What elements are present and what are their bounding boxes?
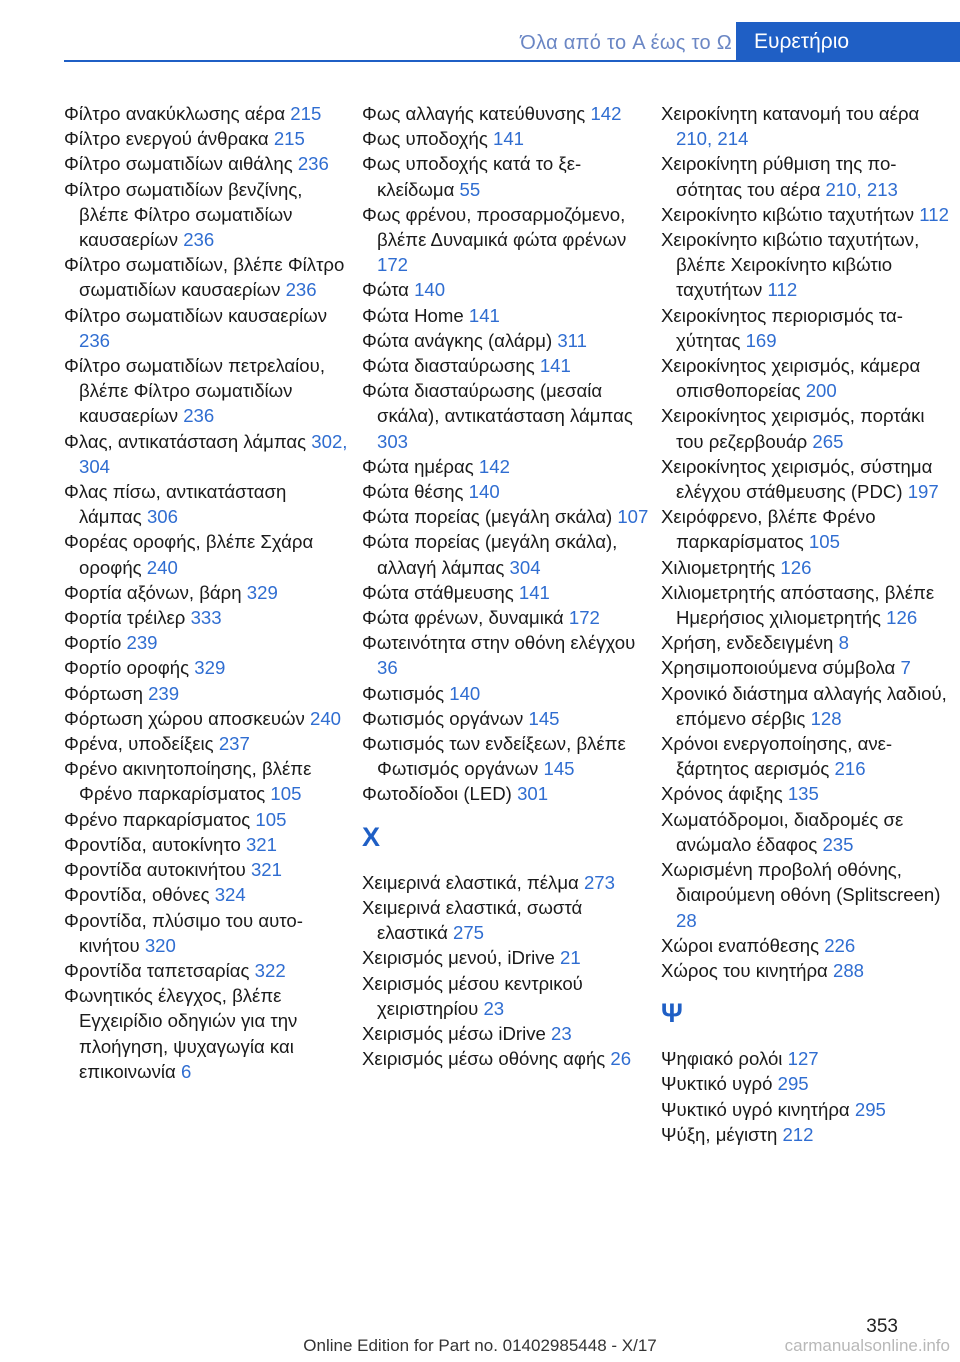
index-entry	[64, 655, 354, 680]
index-entry-page-link[interactable]: 235	[822, 833, 854, 855]
index-entry	[362, 1046, 652, 1071]
index-entry-page-link[interactable]: 145	[543, 758, 575, 780]
index-entry-page-link[interactable]: 236	[183, 229, 215, 251]
index-entry-text: Ψυκτικό υγρό κινητήρα	[661, 1098, 850, 1120]
page-header	[0, 0, 960, 62]
page-number: 353	[866, 1316, 898, 1337]
index-entry-page-link[interactable]: 140	[414, 279, 446, 301]
index-entry-text: Φροντίδα, πλύσιμο του αυτοκινήτου	[64, 909, 303, 956]
index-entry-page-link[interactable]: 126	[886, 607, 918, 629]
index-entry-page-link[interactable]: 142	[590, 103, 622, 124]
index-entry	[362, 454, 652, 479]
index-entry-text: Χειμερινά ελαστικά, σωστά ελαστικά	[362, 896, 583, 944]
index-entry-text: Φροντίδα, οθόνες	[64, 884, 210, 906]
index-entry-text: Χειροκίνητη ρύθμιση της ποσότητας του αέρα	[661, 153, 897, 200]
index-entry	[661, 555, 951, 580]
index-entry-page-link[interactable]: 239	[148, 682, 180, 704]
index-entry-text: Φώτα φρένων, δυναμικά	[362, 607, 564, 629]
index-entry-text: Ψυκτικό υγρό	[661, 1073, 773, 1095]
index-entry-page-link[interactable]: 141	[492, 128, 525, 150]
index-entry	[362, 630, 652, 680]
index-entry-text: Χειροκίνητος χειρισμός, σύστημα ελέγχου στάθμευσης (PDC)	[661, 455, 933, 503]
index-entry-text: Χωματόδρομοι, διαδρομές σε ανώμαλο έδαφος	[661, 808, 904, 855]
index-entry-page-link[interactable]: 23	[483, 997, 505, 1019]
index-entry-page-link[interactable]: 200	[805, 380, 837, 402]
index-entry	[64, 756, 354, 806]
index-entry-page-link[interactable]: 322	[254, 959, 286, 981]
index-entry-text: Χειμερινά ελαστικά, πέλμα	[362, 871, 579, 893]
index-entry-page-link[interactable]: 275	[453, 922, 485, 944]
index-entry	[661, 303, 951, 353]
index-entry-text: Χωρισμένη προβολή οθόνης, διαιρούμενη οθόνη (Splitscreen)	[661, 859, 941, 906]
index-entry-text: Φλας πίσω, αντικατάσταση λάμπας	[64, 481, 287, 528]
header-index-tab[interactable]: Ευρετήριο	[736, 22, 960, 62]
index-entry-text: Φίλτρο ανακύκλωσης αέρα	[64, 103, 286, 124]
index-entry	[661, 807, 951, 857]
index-entry	[362, 101, 652, 126]
index-entry-text: Φώτα διασταύρωσης	[362, 355, 535, 377]
index-entry	[362, 529, 652, 579]
index-entry	[64, 580, 354, 605]
index-entry-page-link[interactable]: 128	[810, 707, 842, 729]
index-entry-page-link[interactable]: 135	[787, 783, 819, 805]
index-entry	[362, 126, 652, 151]
index-entry-page-link[interactable]: 141	[518, 581, 550, 603]
index-entry-text: Φίλτρο σωματιδίων καυσαερίων	[64, 304, 328, 326]
index-entry	[661, 681, 951, 731]
index-entry-page-link[interactable]: 140	[468, 481, 500, 503]
index-entry-page-link[interactable]: 329	[194, 657, 226, 679]
index-column-2	[362, 101, 652, 1071]
index-entry-text: Φώτα ανάγκης (αλάρμ)	[362, 329, 553, 351]
index-entry	[64, 177, 354, 253]
header-section-title: Όλα από το A έως το Ω	[520, 32, 732, 54]
index-entry-page-link[interactable]: 141	[539, 355, 571, 377]
index-entry	[64, 983, 354, 1084]
index-entry-text: Χειρισμός μέσου κεντρικού χειριστηρίου	[362, 972, 583, 1019]
index-entry	[661, 1071, 951, 1096]
index-entry-page-link[interactable]: 240	[309, 707, 342, 729]
index-entry-page-link[interactable]: 142	[478, 455, 510, 477]
index-entry	[64, 126, 354, 151]
index-entry	[64, 353, 354, 429]
index-entry-page-link[interactable]: 304	[509, 556, 541, 578]
index-entry-page-link[interactable]: 126	[780, 556, 812, 578]
index-entry-text: Φροντίδα ταπετσαρίας	[64, 959, 250, 981]
index-entry-page-link[interactable]: 320	[144, 934, 176, 956]
index-entry	[362, 277, 652, 302]
index-entry	[661, 1097, 951, 1122]
index-entry-text: Φως υποδοχής	[362, 128, 488, 150]
index-entry-page-link[interactable]: 6	[180, 1060, 192, 1082]
index-entry-text: Φωτισμός	[362, 682, 445, 704]
index-entry	[64, 429, 354, 479]
index-entry	[661, 101, 951, 151]
index-entry-page-link[interactable]: 295	[854, 1098, 886, 1120]
index-entry-text: Χρησιμοποιούμενα σύμβολα	[661, 657, 896, 679]
index-entry-page-link[interactable]: 112	[767, 279, 798, 301]
index-entry	[64, 882, 354, 907]
index-entry	[661, 731, 951, 781]
index-entry	[362, 706, 652, 731]
index-entry-text: Χειροκίνητο κιβώτιο ταχυτήτων, βλέπε Χειροκίνητο κιβώτιο ταχυτήτων	[661, 229, 920, 301]
index-entry-page-link[interactable]: 236	[79, 329, 111, 351]
index-entry	[64, 479, 354, 529]
watermark: carmanualsonline.info	[784, 1336, 950, 1355]
index-entry-text: Χώρος του κινητήρα	[661, 959, 828, 981]
index-entry	[362, 504, 652, 529]
index-entry	[362, 1021, 652, 1046]
index-entry-text: Φώτα πορείας (μεγάλη σκάλα), αλλαγή λάμπας	[362, 531, 618, 578]
index-entry-page-link[interactable]: 239	[126, 632, 158, 654]
index-entry-page-link[interactable]: 127	[787, 1048, 819, 1070]
index-entry-text: Χρόνος άφιξης	[661, 783, 783, 805]
index-entry-page-link[interactable]: 212	[782, 1123, 814, 1145]
index-entry-page-link[interactable]: 295	[777, 1073, 809, 1095]
index-entry-text: Χρήση, ενδεδειγμένη	[661, 632, 834, 654]
index-entry-page-link[interactable]: 26	[610, 1048, 632, 1070]
index-entry-text: Φορτία αξόνων, βάρη	[64, 581, 242, 603]
index-entry	[661, 151, 951, 201]
index-entry	[661, 202, 951, 227]
index-entry-text: Φωτεινότητα στην οθόνη ελέγχου	[362, 632, 636, 654]
index-entry-page-link[interactable]: 7	[900, 657, 911, 679]
index-entry	[64, 605, 354, 630]
index-entry	[661, 655, 951, 680]
index-entry	[362, 580, 652, 605]
index-entry-page-link[interactable]: 55	[459, 178, 481, 200]
index-entry-text: Φρένο παρκαρίσματος	[64, 808, 251, 830]
index-entry-text: Φρένα, υποδείξεις	[64, 733, 214, 755]
index-entry	[661, 580, 951, 630]
index-entry	[64, 101, 354, 126]
index-entry-text: Χώροι εναπόθεσης	[661, 934, 820, 956]
index-entry	[64, 303, 354, 353]
index-entry-page-link[interactable]: 303	[377, 430, 409, 452]
index-entry-page-link[interactable]: 301	[517, 783, 549, 805]
index-column-1	[64, 101, 354, 1084]
index-entry-page-link[interactable]: 236	[285, 279, 317, 301]
index-entry-page-link[interactable]: 21	[560, 947, 581, 969]
index-entry	[661, 1046, 951, 1071]
index-entry	[362, 202, 652, 278]
section-letter-heading: X	[362, 821, 381, 852]
index-entry-page-link[interactable]: 226	[824, 934, 856, 956]
index-entry-text: Ψύξη, μέγιστη	[661, 1123, 778, 1145]
index-entry-text: Φώτα στάθμευσης	[362, 581, 514, 603]
index-column-3	[661, 101, 951, 1147]
index-entry-page-link[interactable]: 321	[245, 833, 277, 855]
index-entry-text: Φλας, αντικατάσταση λάμπας	[64, 430, 307, 452]
index-entry-page-link[interactable]: 240	[146, 556, 178, 578]
index-entry-text: Χειροκίνητος περιορισμός ταχύτητας	[661, 304, 903, 351]
index-entry	[661, 454, 951, 504]
index-entry-page-link[interactable]: 273	[583, 871, 615, 893]
footer-edition: Online Edition for Part no. 01402985448 - X/17	[303, 1336, 657, 1355]
index-entry	[362, 479, 652, 504]
header-rule	[64, 60, 736, 62]
index-entry	[64, 630, 354, 655]
index-entry-page-link[interactable]: 105	[255, 808, 287, 830]
section-letter-heading: Ψ	[661, 998, 683, 1029]
index-entry-text: Φροντίδα, αυτοκίνητο	[64, 833, 241, 855]
index-entry-text: Χειροκίνητο κιβώτιο ταχυτήτων	[661, 203, 915, 225]
index-entry-page-link[interactable]: 145	[528, 707, 560, 729]
index-entry-text: Φώτα ημέρας	[362, 455, 474, 477]
index-entry	[661, 1122, 951, 1147]
index-entry	[64, 958, 354, 983]
index-entry-page-link[interactable]: 265	[812, 430, 844, 452]
index-entry	[64, 529, 354, 579]
index-entry-text: Φόρτωση χώρου αποσκευών	[64, 707, 305, 729]
index-entry-page-link[interactable]: 324	[214, 884, 246, 906]
index-entry	[362, 895, 652, 945]
index-entry-page-link[interactable]: 210, 214	[676, 128, 749, 150]
index-entry-page-link[interactable]: 215	[290, 103, 322, 124]
index-entry	[661, 958, 951, 983]
index-entry-text: Ψηφιακό ρολόι	[661, 1048, 783, 1070]
index-entry-text: Χειροκίνητος χειρισμός, πορτάκι του ρεζερβουάρ	[661, 405, 925, 452]
index-entry-text: Φορέας οροφής, βλέπε Σχάρα οροφής	[64, 531, 314, 578]
index-entry-text: Χιλιομετρητής	[661, 556, 776, 578]
index-entry-text: Χειρισμός μέσω iDrive	[362, 1022, 546, 1044]
index-entry	[362, 781, 652, 806]
index-entry-text: Φως υποδοχής κατά το ξεκλείδωμα	[362, 153, 582, 200]
index-entry	[64, 908, 354, 958]
index-entry	[661, 403, 951, 453]
index-entry-page-link[interactable]: 36	[377, 657, 398, 679]
index-entry-text: Φροντίδα αυτοκινήτου	[64, 859, 246, 881]
index-entry	[661, 781, 951, 806]
index-entry	[362, 151, 652, 201]
index-entry-page-link[interactable]: 140	[449, 682, 481, 704]
index-entry-page-link[interactable]: 306	[146, 506, 178, 528]
index-entry	[362, 605, 652, 630]
index-entry-text: Φίλτρο σωματιδίων πετρελαίου, βλέπε Φίλτρο σωματιδίων καυσαερίων	[64, 355, 325, 427]
index-entry	[661, 857, 951, 933]
index-entry-page-link[interactable]: 329	[246, 581, 278, 603]
index-entry	[64, 706, 354, 731]
index-entry-text: Φωτισμός οργάνων	[362, 707, 524, 729]
index-entry-page-link[interactable]: 169	[745, 329, 777, 351]
index-entry-text: Χειροκίνητος χειρισμός, κάμερα οπισθοπορείας	[661, 355, 921, 402]
index-entry-text: Φωτισμός των ενδείξεων, βλέπε Φωτισμός οργάνων	[362, 733, 626, 780]
index-entry-text: Φώτα πορείας (μεγάλη σκάλα)	[362, 506, 613, 528]
index-entry-page-link[interactable]: 333	[190, 607, 222, 629]
index-entry-text: Φώτα	[362, 279, 409, 301]
index-entry-page-link[interactable]: 216	[834, 758, 866, 780]
index-entry-page-link[interactable]: 8	[838, 632, 849, 654]
index-entry	[661, 630, 951, 655]
index-entry	[64, 857, 354, 882]
index-entry-text: Χειροκίνητη κατανομή του αέρα	[661, 103, 920, 124]
index-entry-text: Χειρισμός μενού, iDrive	[362, 947, 555, 969]
index-entry-text: Φορτίο	[64, 632, 122, 654]
index-entry-text: Χρονικό διάστημα αλλαγής λαδιού, επόμενο σέρβις	[661, 682, 947, 729]
index-entry	[64, 681, 354, 706]
index-entry-text: Φωτοδίοδοι (LED)	[362, 783, 512, 805]
index-entry-text: Φορτίο οροφής	[64, 657, 190, 679]
index-entry	[661, 933, 951, 958]
index-entry-page-link[interactable]: 172	[568, 607, 600, 629]
index-entry-text: Φίλτρο ενεργού άνθρακα	[64, 128, 269, 150]
index-entry	[64, 252, 354, 302]
index-entry	[661, 353, 951, 403]
index-entry-text: Χιλιομετρητής απόστασης, βλέπε Ημερήσιος χιλιομετρητής	[661, 581, 935, 629]
index-entry	[362, 971, 652, 1021]
index-entry-page-link[interactable]: 321	[250, 859, 282, 881]
index-entry	[362, 731, 652, 781]
index-entry	[64, 832, 354, 857]
index-entry	[64, 807, 354, 832]
index-entry	[64, 151, 354, 176]
index-entry	[362, 303, 652, 328]
index-entry-text: Φίλτρο σωματιδίων αιθάλης	[64, 153, 293, 175]
index-entry	[362, 353, 652, 378]
index-entry-text: Φως αλλαγής κατεύθυνσης	[362, 103, 586, 124]
index-entry-page-link[interactable]: 197	[907, 481, 939, 503]
index-entry-text: Φόρτωση	[64, 682, 143, 704]
index-entry-text: Φρένο ακινητοποίησης, βλέπε Φρένο παρκαρίσματος	[64, 758, 312, 805]
index-entry-page-link[interactable]: 112	[919, 203, 949, 225]
index-entry-page-link[interactable]: 141	[468, 304, 500, 326]
index-entry-text: Χειρόφρενο, βλέπε Φρένο παρκαρίσματος	[661, 506, 876, 553]
index-entry-page-link[interactable]: 105	[808, 531, 840, 553]
index-entry-page-link[interactable]: 172	[377, 254, 409, 276]
index-entry	[362, 328, 652, 353]
index-entry-page-link[interactable]: 237	[218, 733, 250, 755]
index-entry-text: Φως φρένου, προσαρμοζόμενο, βλέπε Δυναμικά φώτα φρένων	[362, 203, 627, 251]
index-entry	[661, 504, 951, 554]
index-entry	[661, 227, 951, 303]
index-entry-text: Φώτα Home	[362, 304, 464, 326]
index-entry	[362, 870, 652, 895]
index-entry-page-link[interactable]: 215	[273, 128, 305, 150]
index-entry-page-link[interactable]: 107	[617, 506, 649, 528]
index-entry	[362, 945, 652, 970]
index-entry-page-link[interactable]: 236	[183, 405, 215, 427]
index-entry-page-link[interactable]: 236	[297, 153, 329, 175]
index-entry	[362, 681, 652, 706]
index-entry-text: Φώτα θέσης	[362, 481, 464, 503]
index-entry-text: Φίλτρο σωματιδίων, βλέπε Φίλτρο σωματιδίων καυσαερίων	[64, 254, 345, 301]
index-entry-page-link[interactable]: 288	[832, 959, 865, 981]
index-entry-page-link[interactable]: 210, 213	[825, 178, 898, 200]
index-entry	[64, 731, 354, 756]
index-entry-text: Φορτία τρέιλερ	[64, 607, 186, 629]
index-entry-page-link[interactable]: 311	[557, 329, 587, 351]
index-entry-page-link[interactable]: 23	[551, 1022, 572, 1044]
index-entry-text: Φωνητικός έλεγχος, βλέπε Εγχειρίδιο οδηγιών για την πλοήγηση, ψυχαγωγία και επικοινωνία	[64, 985, 298, 1082]
index-entry-text: Φώτα διασταύρωσης (μεσαία σκάλα), αντικατάσταση λάμπας	[362, 380, 633, 427]
index-entry-page-link[interactable]: 28	[676, 909, 697, 931]
index-entry-text: Χειρισμός μέσω οθόνης αφής	[362, 1048, 606, 1070]
index-entry-page-link[interactable]: 105	[270, 783, 302, 805]
index-entry-text: Φίλτρο σωματιδίων βενζίνης, βλέπε Φίλτρο σωματιδίων καυσαερίων	[64, 178, 303, 251]
index-entry	[362, 378, 652, 454]
index-entry-text: Χρόνοι ενεργοποίησης, ανεξάρτητος αερισμός	[661, 733, 893, 780]
index-entry-page-link[interactable]: 302, 304	[79, 430, 348, 477]
